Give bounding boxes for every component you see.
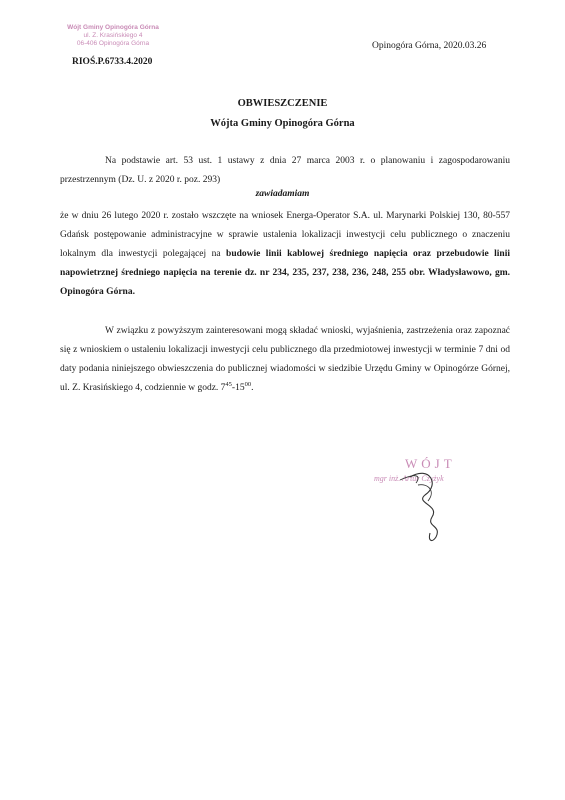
consultation-paragraph	[60, 322, 510, 398]
document-title: OBWIESZCZENIE	[237, 98, 328, 109]
stamp-line-3: 06-406 Opinogóra Górna	[76, 40, 150, 47]
signature-stamp-title: WÓJT	[405, 456, 456, 471]
hour-start-minutes: 45	[225, 380, 232, 388]
stamp-line-2: ul. Z. Krasińskiego 4	[83, 32, 143, 39]
notice-text: że w dniu 26 lutego 2020 r. zostało wszczęte na wniosek Energa-Operator S.A. ul. Marynarki Polskiej 130, 80-557 Gdańsk postępowanie administracyjne w sprawie ustalenia lokalizacji inwestycji celu publicznego o znaczeniu lokalnym dla inwestycji polegającej na	[60, 211, 510, 259]
office-stamp	[58, 24, 168, 48]
notice-paragraph	[60, 207, 510, 302]
stamp-line-1: Wójt Gminy Opinogóra Górna	[67, 24, 159, 31]
place-date: Opinogóra Górna, 2020.03.26	[372, 41, 487, 51]
hour-dash: -15	[231, 383, 245, 393]
sentence-end: .	[251, 383, 254, 393]
hour-end-minutes: 00	[244, 380, 252, 388]
announcement-word: zawiadamiam	[255, 189, 310, 199]
handwritten-signature	[370, 455, 490, 545]
document-subtitle: Wójta Gminy Opinogóra Górna	[210, 118, 355, 129]
signature-stamp-name: mgr inż. Artur Czyżyk	[374, 474, 444, 483]
legal-basis-paragraph: Na podstawie art. 53 ust. 1 ustawy z dnia 27 marca 2003 r. o planowaniu i zagospodarowaniu przestrzennym (Dz. U. z 2020 r. poz. 293)	[60, 156, 510, 185]
consultation-text: W związku z powyższym zainteresowani mogą składać wnioski, wyjaśnienia, zastrzeżenia oraz zapoznać się z wnioskiem o ustaleniu lokalizacji inwestycji celu publicznego dla przedmiotowej inwestycji w terminie 7 dni od daty podania niniejszego obwieszczenia do publicznej wiadomości w siedzibie Urzędu Gminy w Opinogórze Górnej, ul. Z. Krasińskiego 4, codziennie w godz. 7	[60, 326, 510, 393]
investment-description: budowie linii kablowej średniego napięcia oraz przebudowie linii napowietrznej średniego napięcia na terenie dz. nr 234, 235, 237, 238, 236, 248, 255 obr. Władysławowo, gm. Opinogóra Górna.	[60, 249, 510, 297]
reference-number: RIOŚ.P.6733.4.2020	[72, 57, 153, 67]
